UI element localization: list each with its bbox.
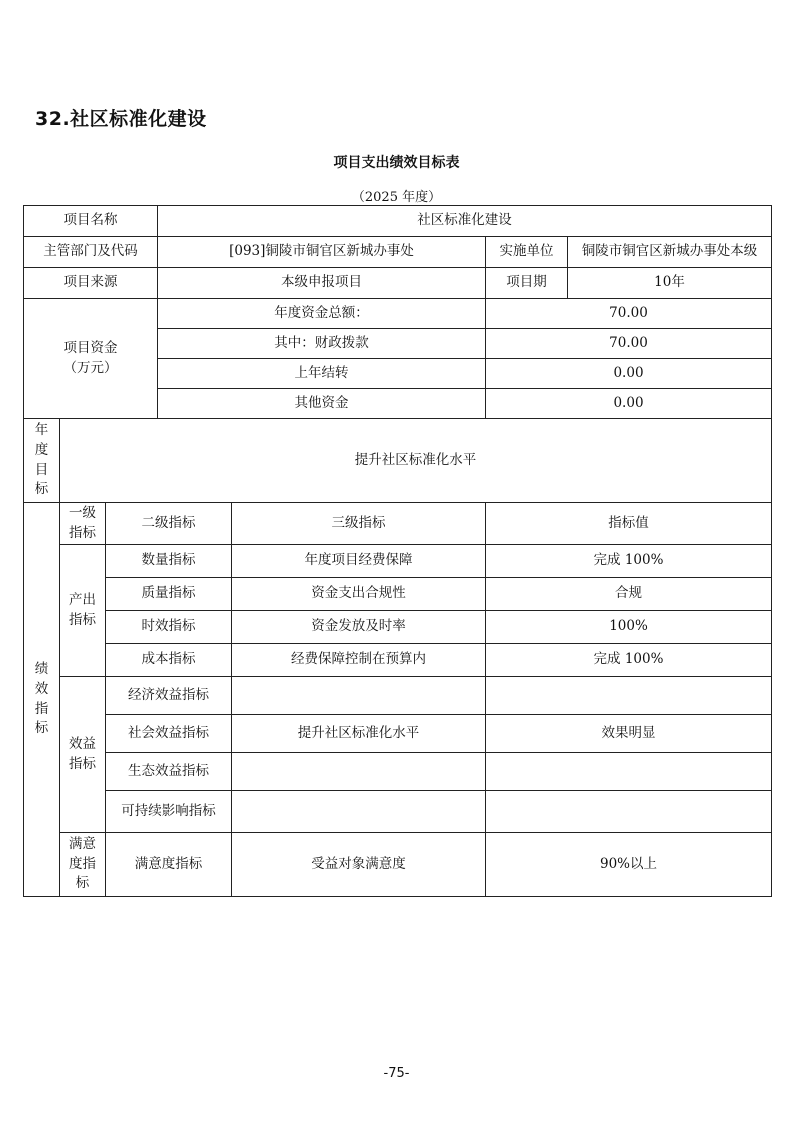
- level3-cell: [232, 791, 486, 833]
- level3-cell: [232, 677, 486, 715]
- section-label-char: 效: [34, 680, 49, 697]
- output-label-line: 产出: [69, 591, 96, 608]
- funds-label-line1: 项目资金: [63, 339, 118, 356]
- level3-cell: 资金发放及时率: [232, 611, 486, 644]
- department-label: 主管部门及代码: [24, 237, 158, 268]
- table-year: （2025 年度）: [351, 190, 442, 205]
- level2-cell: 经济效益指标: [106, 677, 232, 715]
- benefit-label-line: 效益: [69, 735, 96, 752]
- satisfaction-label-line: 度指: [69, 855, 96, 872]
- goal-label-char: 度: [34, 441, 49, 458]
- funds-row-label: 其他资金: [158, 389, 486, 419]
- indicator-value-cell: 完成 100%: [486, 644, 772, 677]
- annual-goal-text: 提升社区标准化水平: [60, 419, 772, 503]
- row-annual-goal: [24, 419, 772, 503]
- funds-row-value: 0.00: [486, 359, 772, 389]
- level2-header: 二级指标: [106, 503, 232, 545]
- row-output-cost: [24, 644, 772, 677]
- implementing-unit-label: 实施单位: [486, 237, 568, 268]
- output-label-line: 指标: [69, 611, 96, 628]
- goal-label-char: 年: [34, 422, 49, 439]
- level2-cell: 满意度指标: [106, 833, 232, 897]
- level3-header: 三级指标: [232, 503, 486, 545]
- row-project-name: [24, 206, 772, 237]
- row-department: [24, 237, 772, 268]
- funds-label-line2: （万元）: [63, 359, 118, 376]
- level3-cell: [232, 753, 486, 791]
- level3-cell: 资金支出合规性: [232, 578, 486, 611]
- row-funds-total: [24, 299, 772, 329]
- row-benefit-economic: [24, 677, 772, 715]
- indicator-value-cell: [486, 677, 772, 715]
- funds-row-label: 其中：财政拨款: [158, 329, 486, 359]
- indicator-value-cell: 100%: [486, 611, 772, 644]
- level3-cell: 提升社区标准化水平: [232, 715, 486, 753]
- section-label-char: 指: [34, 700, 49, 717]
- level2-cell: 生态效益指标: [106, 753, 232, 791]
- row-satisfaction: [24, 833, 772, 897]
- period-value: 10年: [568, 268, 772, 299]
- benefit-label-line: 指标: [69, 755, 96, 772]
- funds-label: [24, 299, 158, 419]
- source-value: 本级申报项目: [158, 268, 486, 299]
- benefit-indicators-label: [60, 677, 106, 833]
- output-indicators-label: [60, 545, 106, 677]
- level2-cell: 时效指标: [106, 611, 232, 644]
- funds-row-value: 0.00: [486, 389, 772, 419]
- level2-cell: 数量指标: [106, 545, 232, 578]
- funds-row-label: 年度资金总额：: [158, 299, 486, 329]
- indicator-value-cell: [486, 753, 772, 791]
- value-header: 指标值: [486, 503, 772, 545]
- performance-indicators-label: [24, 503, 60, 897]
- funds-row-value: 70.00: [486, 299, 772, 329]
- indicator-value-cell: 合规: [486, 578, 772, 611]
- source-label: 项目来源: [24, 268, 158, 299]
- row-output-timeliness: [24, 611, 772, 644]
- indicator-value-cell: [486, 791, 772, 833]
- indicator-value-cell: 完成 100%: [486, 545, 772, 578]
- section-label-char: 标: [34, 720, 49, 737]
- row-source: [24, 268, 772, 299]
- table-title: 项目支出绩效目标表: [333, 155, 460, 171]
- goal-label-char: 目: [34, 461, 49, 478]
- annual-goal-label: [24, 419, 60, 503]
- indicator-value-cell: 90%以上: [486, 833, 772, 897]
- row-benefit-social: [24, 715, 772, 753]
- level2-cell: 成本指标: [106, 644, 232, 677]
- level1-header: [60, 503, 106, 545]
- goal-label-char: 标: [34, 481, 49, 498]
- row-output-quantity: [24, 545, 772, 578]
- level1-header-line: 一级: [69, 504, 96, 521]
- satisfaction-indicators-label: [60, 833, 106, 897]
- satisfaction-label-line: 标: [75, 875, 90, 892]
- section-heading: 32.社区标准化建设: [35, 108, 207, 130]
- satisfaction-label-line: 满意: [69, 836, 96, 853]
- department-value: [093]铜陵市铜官区新城办事处: [158, 237, 486, 268]
- level2-cell: 质量指标: [106, 578, 232, 611]
- row-output-quality: [24, 578, 772, 611]
- level3-cell: 年度项目经费保障: [232, 545, 486, 578]
- level3-cell: 受益对象满意度: [232, 833, 486, 897]
- row-indicator-header: [24, 503, 772, 545]
- project-name-label: 项目名称: [24, 206, 158, 237]
- project-name-value: 社区标准化建设: [158, 206, 772, 237]
- implementing-unit-value: 铜陵市铜官区新城办事处本级: [568, 237, 772, 268]
- indicator-value-cell: 效果明显: [486, 715, 772, 753]
- level1-header-line: 指标: [69, 524, 96, 541]
- performance-goal-table: [23, 205, 772, 897]
- funds-row-label: 上年结转: [158, 359, 486, 389]
- row-benefit-sustainable: [24, 791, 772, 833]
- funds-row-value: 70.00: [486, 329, 772, 359]
- period-label: 项目期: [486, 268, 568, 299]
- level3-cell: 经费保障控制在预算内: [232, 644, 486, 677]
- row-benefit-ecological: [24, 753, 772, 791]
- level2-cell: 可持续影响指标: [106, 791, 232, 833]
- page-number: -75-: [383, 1066, 410, 1081]
- section-label-char: 绩: [34, 661, 49, 678]
- level2-cell: 社会效益指标: [106, 715, 232, 753]
